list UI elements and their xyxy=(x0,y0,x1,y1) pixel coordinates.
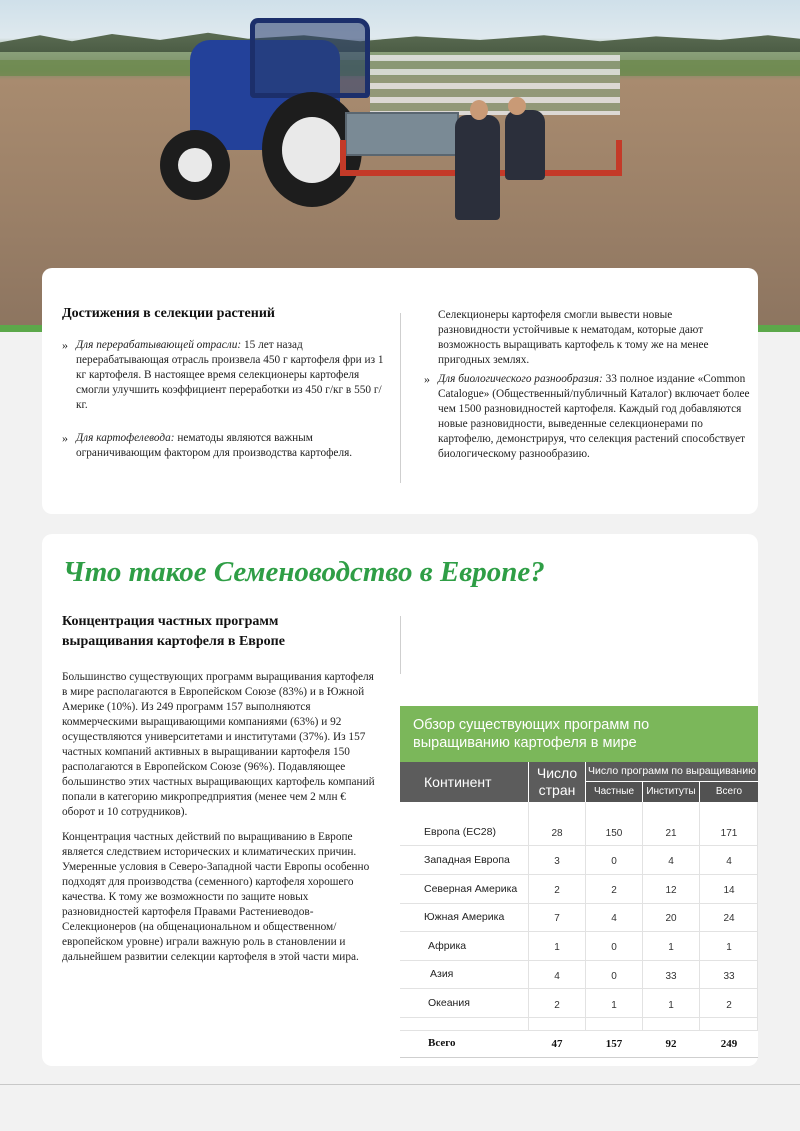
cell-countries: 2 xyxy=(554,1000,560,1011)
worker-1 xyxy=(455,115,500,220)
nematode-paragraph: Селекционеры картофеля смогли вывести новые разновидности устойчивые к нематодам, которые дают возможность выращивать картофель к тому же на менее пригодных землях. xyxy=(438,309,709,366)
concentration-heading xyxy=(62,612,285,652)
header-countries xyxy=(529,762,585,802)
row-name: Африка xyxy=(428,940,467,952)
heading-line: выращивания картофеля в Европе xyxy=(62,634,285,649)
row-name: Северная Америка xyxy=(424,883,518,895)
cell-institutes: 4 xyxy=(668,856,674,867)
paragraph-1: Большинство существующих программ выращивания картофеля в мире располагаются в Европейском Союзе (83%) и в Южной Америке (10%). Из 249 программ 157 выполняются коммерческими выращивающими компаниями (63%) и 92 осуществляются университетами и институтами (37%). Из 157 частных компаний активных в выращивании картофеля 150 располагаются в Европейском Союзе (96%). Подавляющее большинство этих частных выращивающих картофель компаний попали в категорию микропредприятия (менее чем 2 млн € оборот и 10 сотрудников). xyxy=(62,671,375,818)
total-private: 157 xyxy=(605,1038,623,1050)
cell-total: 1 xyxy=(726,942,732,953)
table-grid xyxy=(400,762,758,1030)
cell-total: 14 xyxy=(723,885,735,896)
cell-institutes: 1 xyxy=(668,942,674,953)
column-divider xyxy=(400,313,401,483)
cell-institutes: 33 xyxy=(665,971,677,982)
table-title: Обзор существующих программ по выращиванию картофеля в мире xyxy=(400,706,758,762)
worker-1-head xyxy=(470,100,488,120)
row-name: Западная Европа xyxy=(424,854,510,866)
cell-private: 150 xyxy=(605,828,623,839)
row-line xyxy=(400,960,758,961)
header-institutes: Институты xyxy=(643,782,699,802)
cell-countries: 4 xyxy=(554,971,560,982)
cell-total: 33 xyxy=(723,971,735,982)
card-achievements xyxy=(42,268,758,514)
bullet-label: Для перерабатывающей отрасли: xyxy=(76,339,242,351)
heading-line: Концентрация частных программ xyxy=(62,614,279,629)
cell-countries: 2 xyxy=(554,885,560,896)
header-countries-line1: Число xyxy=(536,765,578,781)
bullet-text: 15 лет назад перерабатывающая отрасль произвела 450 г картофеля фри из 1 кг картофеля. В настоящее время селекционеры картофеля смогли улучшить коэффициент переработки из 450 г/кг в 550 г/кг. xyxy=(76,339,384,411)
cell-total: 171 xyxy=(720,828,738,839)
tractor-cab xyxy=(250,18,370,98)
page-title: Что такое Семеноводство в Европе? xyxy=(63,556,545,588)
total-total: 249 xyxy=(720,1038,738,1050)
cell-private: 1 xyxy=(611,1000,617,1011)
row-line xyxy=(400,845,758,846)
total-institutes: 92 xyxy=(665,1038,677,1050)
bullet-growers xyxy=(62,431,386,461)
bullet-processing xyxy=(62,338,386,413)
cell-institutes: 20 xyxy=(665,913,677,924)
total-label: Всего xyxy=(428,1037,456,1049)
header-continent-label: Континент xyxy=(424,774,492,790)
cell-total: 24 xyxy=(723,913,735,924)
cell-institutes: 1 xyxy=(668,1000,674,1011)
column-divider xyxy=(400,616,401,674)
cell-institutes: 12 xyxy=(665,885,677,896)
header-countries-line2: стран xyxy=(538,782,576,798)
header-total: Всего xyxy=(700,782,758,802)
row-line xyxy=(400,931,758,932)
header-programs: Число программ по выращиванию xyxy=(586,762,758,781)
cell-private: 4 xyxy=(611,913,617,924)
programs-table xyxy=(400,706,758,1058)
total-countries: 47 xyxy=(551,1038,563,1050)
row-line xyxy=(400,903,758,904)
achievements-heading: Достижения в селекции растений xyxy=(62,306,275,321)
seedling-rack xyxy=(370,55,620,115)
cell-private: 0 xyxy=(611,971,617,982)
cell-countries: 28 xyxy=(551,828,563,839)
cell-total: 2 xyxy=(726,1000,732,1011)
row-line xyxy=(400,1017,758,1018)
paragraph-2: Концентрация частных действий по выращиванию в Европе является следствием исторических и климатических причин. Умеренные условия в Северо-Западной части Европы особенно подходят для производства (семенного) картофеля хорошего качества. К тому же возможности по защите новых разновидностей картофеля Правами Растениеводов-Селекционеров (на общенациональном и общественном/европейском уровне) играли важную роль в становлении и дальнейшем развитии селекции картофеля в этой части мира. xyxy=(62,831,370,963)
front-wheel xyxy=(160,130,230,200)
treeline xyxy=(0,28,800,52)
worker-2 xyxy=(505,110,545,180)
cell-countries: 1 xyxy=(554,942,560,953)
row-name: Азия xyxy=(430,968,454,980)
bullet-biodiversity xyxy=(424,372,756,462)
header-continent xyxy=(400,762,528,802)
bullet-label: Для картофелевода: xyxy=(76,432,175,444)
cell-institutes: 21 xyxy=(665,828,677,839)
bullet-text: 33 полное издание «Common Catalogue» (Общественный/публичный Каталог) включает более чем 1500 разновидностей картофеля. Каждый год добавляются новые разновидности, выведенные селекционерами по картофелю, демонстрируя, что селекция растений способствует биологическому разнообразию. xyxy=(438,373,750,460)
worker-2-head xyxy=(508,97,526,115)
cell-private: 2 xyxy=(611,885,617,896)
total-row xyxy=(400,1030,758,1058)
cell-countries: 7 xyxy=(554,913,560,924)
row-line xyxy=(400,988,758,989)
cell-private: 0 xyxy=(611,856,617,867)
header-private: Частные xyxy=(586,782,642,802)
bullet-text: нематоды являются важным ограничивающим фактором для производства картофеля. xyxy=(76,432,353,459)
cell-private: 0 xyxy=(611,942,617,953)
cell-total: 4 xyxy=(726,856,732,867)
row-name: Океания xyxy=(428,997,470,1009)
row-name: Европа (ЕС28) xyxy=(424,826,496,838)
bullet-label: Для биологического разнообразия: xyxy=(438,373,603,385)
row-line xyxy=(400,874,758,875)
row-name: Южная Америка xyxy=(424,911,505,923)
cell-countries: 3 xyxy=(554,856,560,867)
footer-line xyxy=(0,1084,800,1085)
